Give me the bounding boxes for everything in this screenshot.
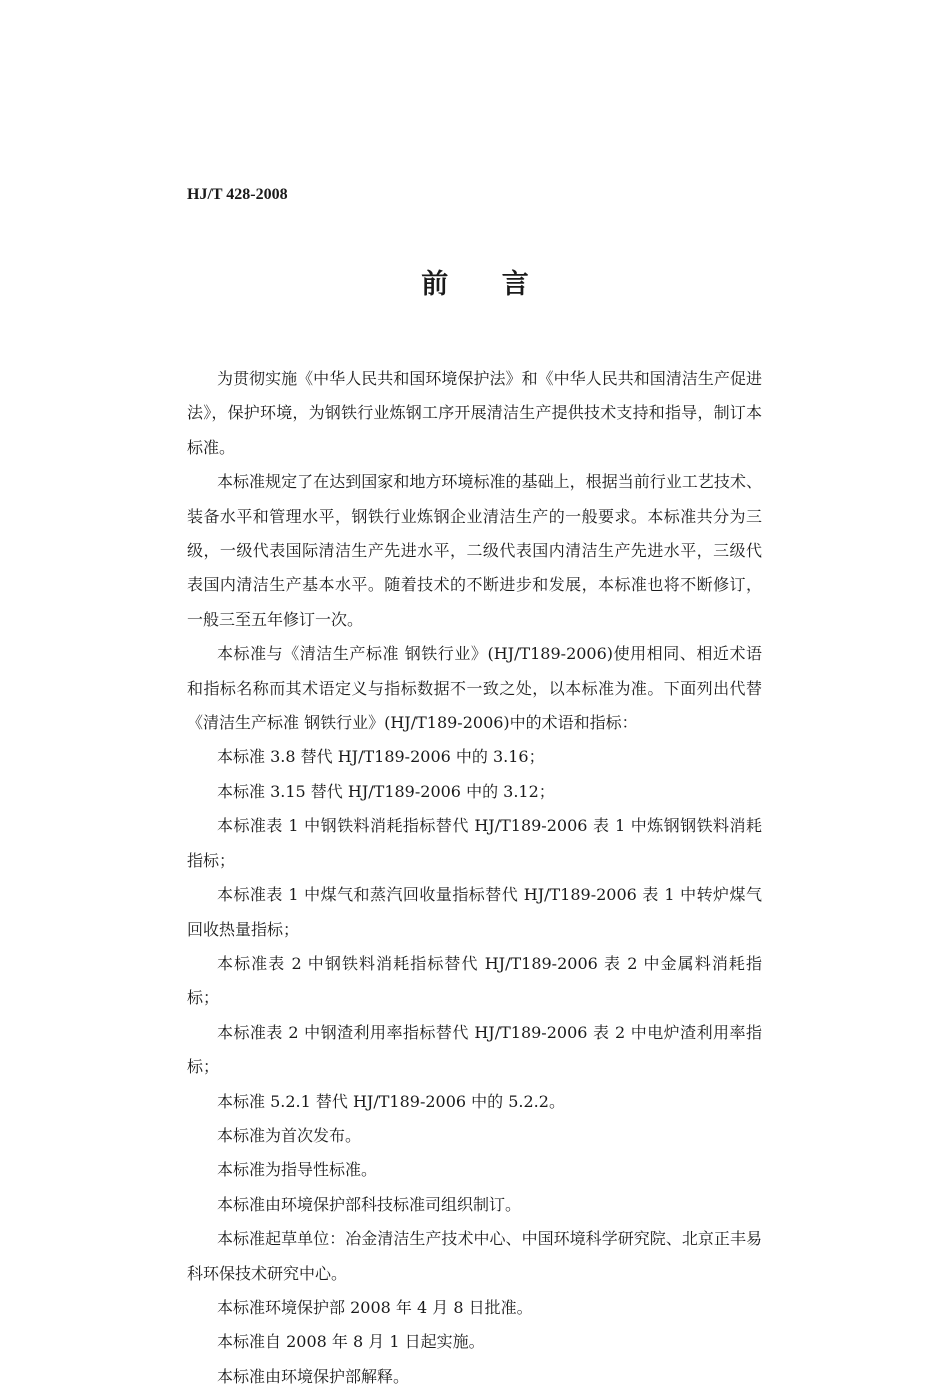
- paragraph-drafters: 本标准起草单位：冶金清洁生产技术中心、中国环境科学研究院、北京正丰易科环保技术研究中心。: [187, 1229, 762, 1283]
- paragraph-interpretation: 本标准由环境保护部解释。: [217, 1366, 410, 1386]
- paragraph-replacement-item: 本标准表 1 中煤气和蒸汽回收量指标替代 HJ/T189-2006 表 1 中转炉煤气回收热量指标；: [187, 885, 762, 939]
- paragraph-organizer: 本标准由环境保护部科技标准司组织制订。: [217, 1194, 522, 1214]
- page-title: 前 言: [421, 269, 551, 300]
- paragraph-scope: 本标准规定了在达到国家和地方环境标准的基础上，根据当前行业工艺技术、装备水平和管理水平，钢铁行业炼钢企业清洁生产的一般要求。本标准共分为三级，一级代表国际清洁生产先进水平，二级代表国内清洁生产先进水平，三级代表国内清洁生产基本水平。随着技术的不断进步和发展，本标准也将不断修订，一般三至五年修订一次。: [187, 472, 762, 629]
- paragraph-relation: 本标准与《清洁生产标准 钢铁行业》(HJ/T189-2006)使用相同、相近术语和指标名称而其术语定义与指标数据不一致之处，以本标准为准。下面列出代替《清洁生产标准 钢铁行业》(HJ/T189-2006)中的术语和指标：: [187, 644, 762, 733]
- paragraph-replacement-item: 本标准 3.15 替代 HJ/T189-2006 中的 3.12；: [217, 781, 555, 801]
- paragraph-purpose: 为贯彻实施《中华人民共和国环境保护法》和《中华人民共和国清洁生产促进法》，保护环境，为钢铁行业炼钢工序开展清洁生产提供技术支持和指导，制订本标准。: [187, 369, 762, 457]
- paragraph-approval-date: 本标准环境保护部 2008 年 4 月 8 日批准。: [217, 1297, 533, 1317]
- foreword-body: [187, 362, 762, 1394]
- paragraph-first-release: 本标准为首次发布。: [217, 1125, 362, 1145]
- paragraph-replacement-item: 本标准表 2 中钢渣利用率指标替代 HJ/T189-2006 表 2 中电炉渣利用率指标；: [187, 1022, 762, 1077]
- standard-number: HJ/T 428-2008: [187, 186, 288, 203]
- paragraph-effective-date: 本标准自 2008 年 8 月 1 日起实施。: [217, 1332, 485, 1352]
- paragraph-replacement-item: 本标准表 2 中钢铁料消耗指标替代 HJ/T189-2006 表 2 中金属料消耗指标；: [187, 953, 762, 1008]
- paragraph-replacement-item: 本标准 5.2.1 替代 HJ/T189-2006 中的 5.2.2。: [217, 1091, 565, 1111]
- paragraph-replacement-item: 本标准 3.8 替代 HJ/T189-2006 中的 3.16；: [217, 747, 545, 767]
- paragraph-replacement-item: 本标准表 1 中钢铁料消耗指标替代 HJ/T189-2006 表 1 中炼钢钢铁料消耗指标；: [187, 816, 762, 870]
- paragraph-guidance: 本标准为指导性标准。: [217, 1160, 378, 1180]
